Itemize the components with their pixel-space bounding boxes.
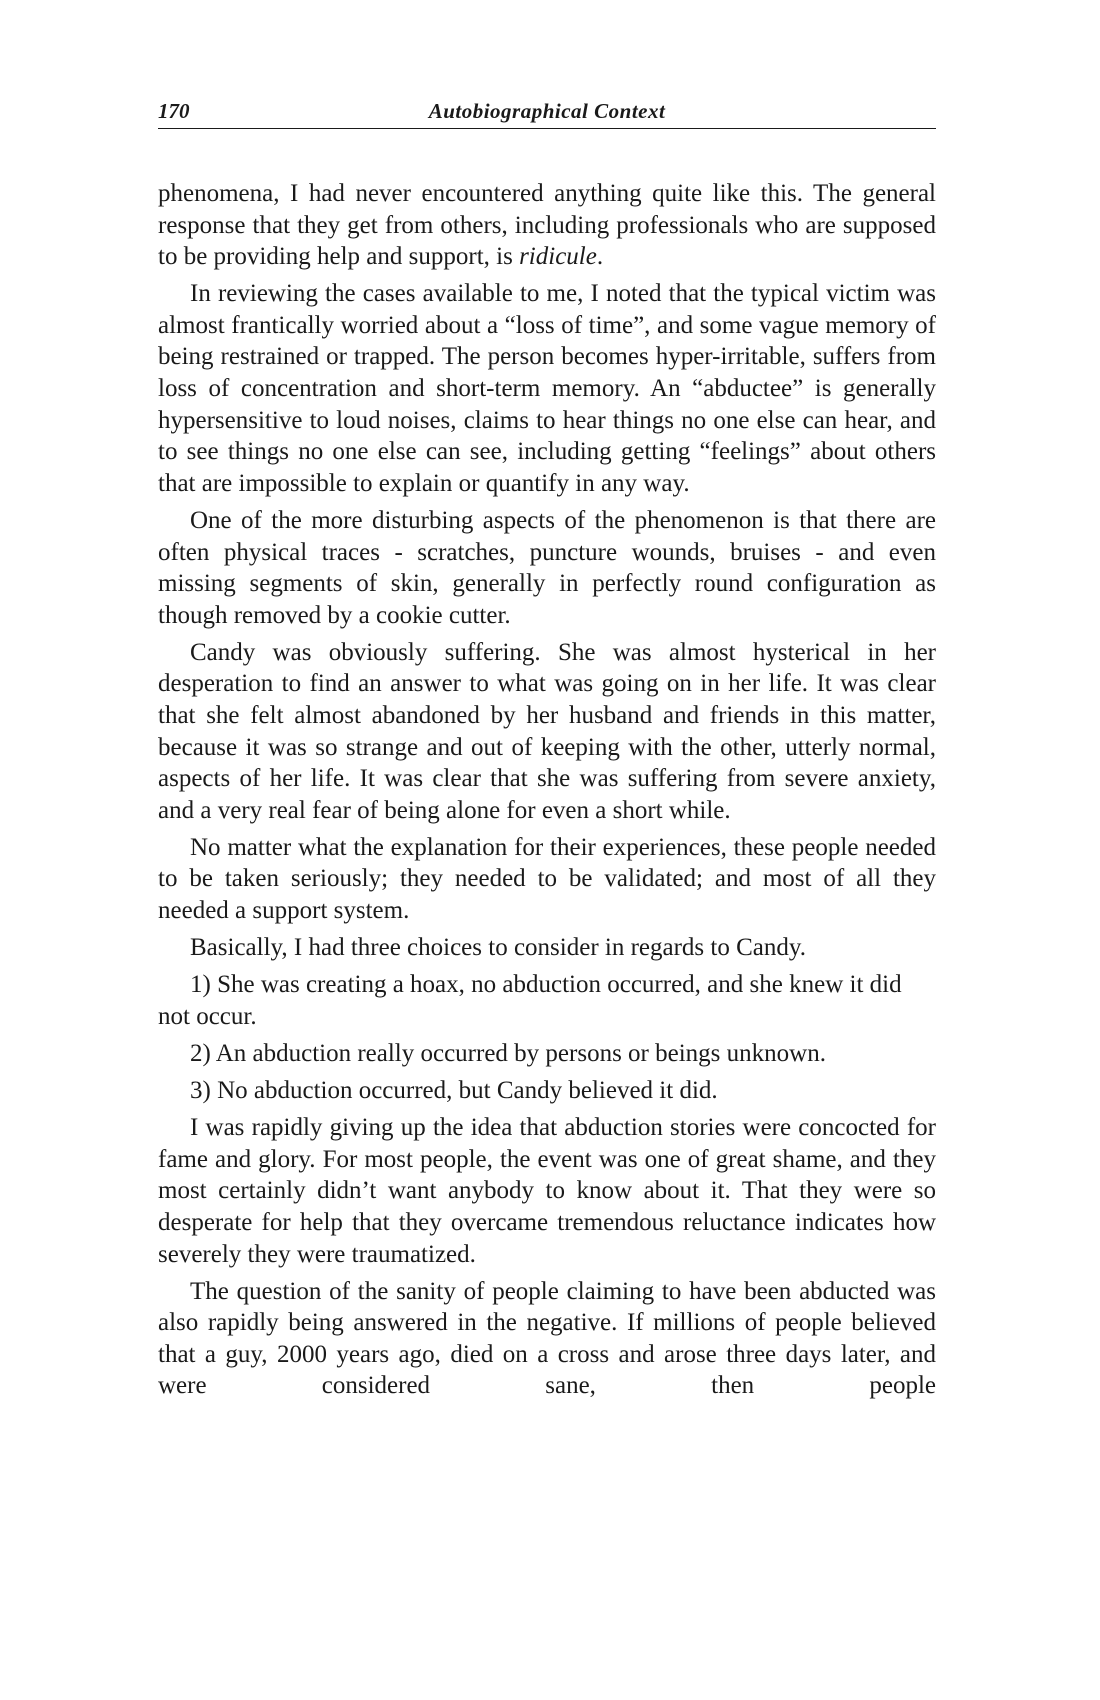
paragraph-3: One of the more disturbing aspects of the phenomenon is that there are often physical traces - scratches, puncture wounds, bruises - and even missing segments of skin, generally in perfectly round configuration as though removed by a cookie cutter. bbox=[158, 506, 936, 629]
paragraph-7: I was rapidly giving up the idea that abduction stories were concocted for fame and glory. For most people, the event was one of great shame, and they most certainly didn’t want anybody to know about it. That they were so desperate for help that they overcame tremendous reluctance indicates how severely they were traumatized. bbox=[158, 1114, 936, 1268]
paragraph-4: Candy was obviously suffering. She was almost hysterical in her desperation to find an answer to what was going on in her life. It was clear that she felt almost abandoned by her husband and friends in this matter, because it was so strange and out of keeping with the other, utterly normal, aspects of her life. It was clear that she was suffering from severe anxiety, and a very real fear of being alone for even a short while. bbox=[158, 638, 936, 824]
paragraph-8: The question of the sanity of people claiming to have been abducted was also rapidly being answered in the negative. If millions of people believed that a guy, 2000 years ago, died on a cross and arose three days later, and were considered sane, then people bbox=[158, 1277, 936, 1400]
running-header bbox=[158, 98, 936, 129]
paragraph-1-end: . bbox=[596, 243, 604, 271]
list-item-3: 3) No abduction occurred, but Candy believed it did. bbox=[190, 1077, 718, 1105]
emphasized-word: ridicule bbox=[519, 243, 597, 271]
running-title: Autobiographical Context bbox=[428, 99, 666, 123]
body-text bbox=[158, 178, 936, 1407]
paragraph-1 bbox=[158, 178, 936, 273]
paragraph-6: Basically, I had three choices to consider in regards to Candy. bbox=[190, 934, 807, 962]
paragraph-2: In reviewing the cases available to me, I noted that the typical victim was almost frantically worried about a “loss of time”, and some vague memory of being restrained or trapped. The person becomes hyper-irritable, suffers from loss of concentration and short-term memory. An “abductee” is generally hypersensitive to loud noises, claims to hear things no one else can hear, and to see things no one else can see, including getting “feelings” about others that are impossible to explain or quantify in any way. bbox=[158, 280, 936, 497]
list-item-1: 1) She was creating a hoax, no abduction occurred, and she knew it did not occur. bbox=[158, 971, 902, 1030]
list-item-2: 2) An abduction really occurred by persons or beings unknown. bbox=[190, 1039, 826, 1067]
page-number: 170 bbox=[158, 99, 190, 123]
paragraph-1-text: phenomena, I had never encountered anything quite like this. The general response that they get from others, including professionals who are supposed to be providing help and support, is bbox=[158, 180, 936, 271]
paragraph-5: No matter what the explanation for their experiences, these people needed to be taken seriously; they needed to be validated; and most of all they needed a support system. bbox=[158, 833, 936, 925]
